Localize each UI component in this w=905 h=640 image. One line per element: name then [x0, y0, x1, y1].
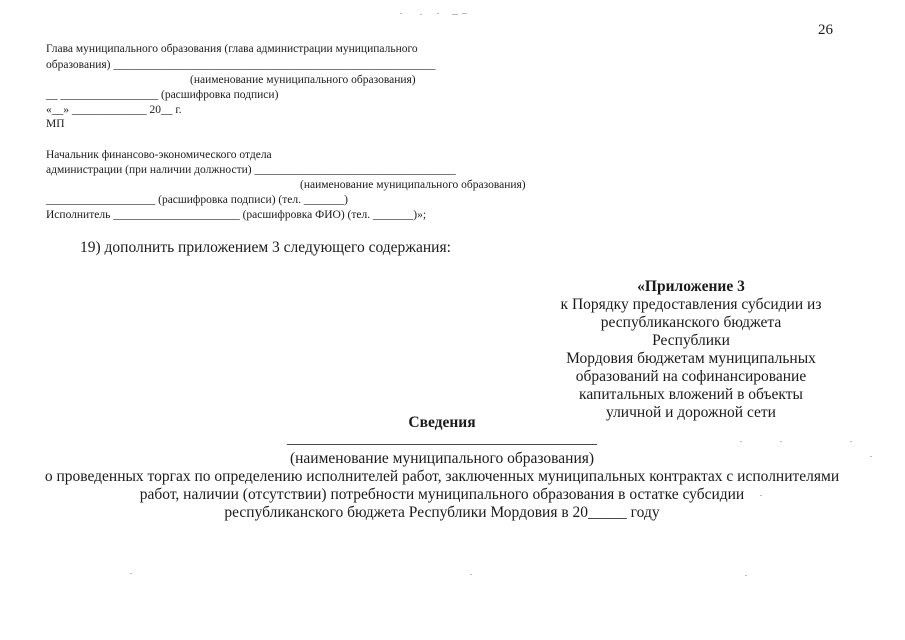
- appendix-title: «Приложение 3: [637, 278, 745, 295]
- scan-mark: [462, 13, 467, 14]
- svedeniya-description-line: о проведенных торгах по определению исполнителей работ, заключенных муниципальных контрактах с исполнителями: [44, 468, 840, 485]
- scan-mark: [870, 456, 872, 457]
- executor-line: Исполнитель ______________________ (расшифровка ФИО) (тел. _______)»;: [46, 209, 427, 221]
- scan-mark: [420, 14, 422, 15]
- appendix-line: уличной и дорожной сети: [606, 404, 776, 421]
- svedeniya-description-line: республиканского бюджета Республики Мордовия в 20_____ году: [224, 504, 660, 521]
- scan-mark: [452, 14, 458, 15]
- scan-mark: [745, 575, 747, 576]
- head-signature-line: __ _________________ (расшифровка подписи): [46, 89, 279, 101]
- scan-mark: [850, 441, 852, 442]
- appendix-line: образований на софинансирование: [575, 368, 807, 385]
- scan-mark: [780, 441, 782, 442]
- municipality-blank-line: ________________________________________: [287, 430, 597, 447]
- scan-mark: [470, 574, 472, 575]
- scan-mark: [400, 13, 402, 14]
- stamp-place-label: МП: [46, 118, 65, 130]
- finance-municipality-caption: (наименование муниципального образования): [300, 179, 526, 191]
- head-title-line: Глава муниципального образования (глава администрации муниципального: [46, 43, 418, 55]
- svedeniya-title: Сведения: [408, 414, 476, 431]
- svedeniya-description-line: работ, наличии (отсутствии) потребности муниципального образования в остатке субсидии: [139, 486, 745, 503]
- appendix-line: к Порядку предоставления субсидии из: [560, 296, 822, 313]
- appendix-line: Мордовия бюджетам муниципальных: [566, 350, 816, 367]
- head-municipality-line: образования) ________________________________________________________: [46, 59, 436, 71]
- finance-signature-line: ___________________ (расшифровка подписи) (тел. _______): [46, 194, 348, 206]
- finance-administration-line: администрации (при наличии должности) ___________________________________: [46, 164, 456, 176]
- head-date-line: «__» _____________ 20__ г.: [46, 104, 182, 116]
- head-municipality-caption: (наименование муниципального образования): [190, 74, 416, 86]
- finance-title-line: Начальник финансово-экономического отдела: [46, 149, 272, 161]
- scan-mark: [130, 573, 132, 574]
- page-number: 26: [818, 22, 833, 38]
- appendix-line: республиканского бюджета Республики: [600, 314, 782, 349]
- instruction-paragraph: 19) дополнить приложением 3 следующего содержания:: [80, 239, 451, 256]
- appendix-header: [560, 278, 822, 422]
- appendix-line: капитальных вложений в объекты: [579, 386, 803, 403]
- scan-mark: [437, 13, 439, 14]
- scan-mark: [740, 441, 742, 442]
- municipality-caption: (наименование муниципального образования): [289, 450, 595, 467]
- scan-mark: [760, 495, 762, 496]
